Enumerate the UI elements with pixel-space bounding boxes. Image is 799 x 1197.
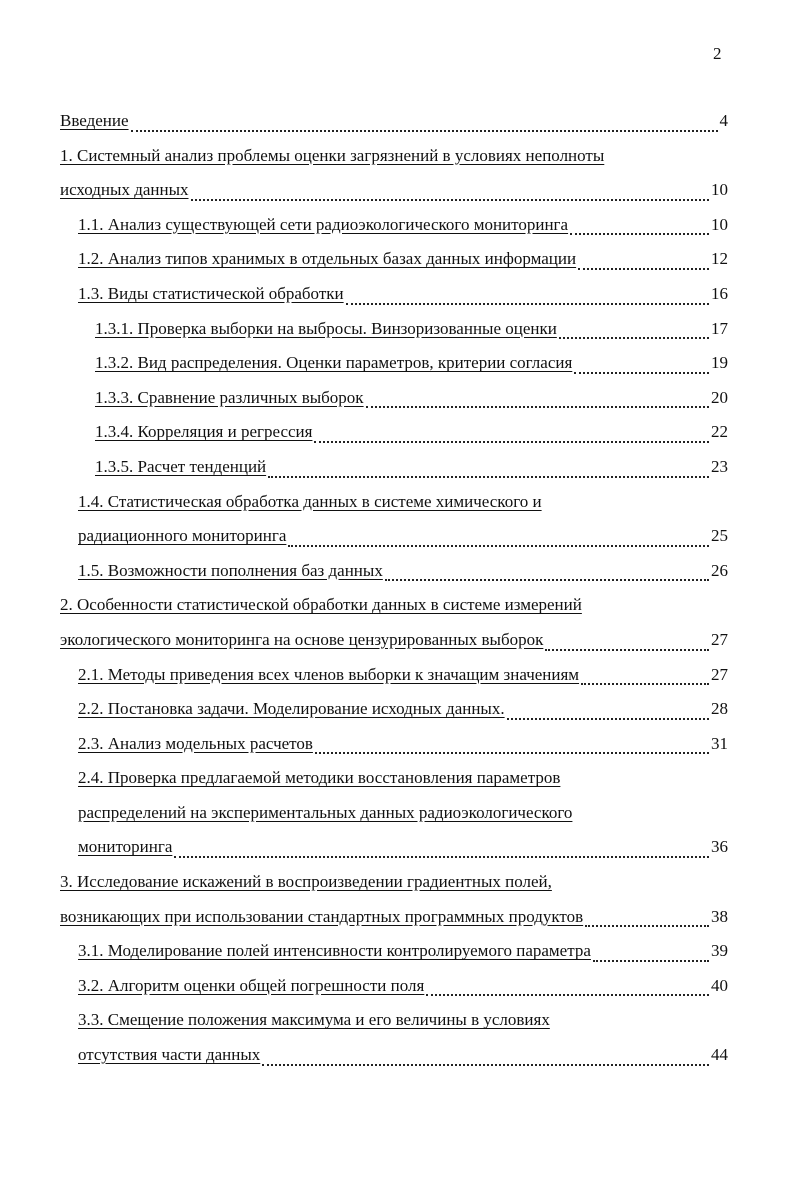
- toc-entry-line: [78, 242, 728, 277]
- toc-page-number: 38: [711, 906, 728, 926]
- toc-entry-line: [78, 658, 728, 693]
- toc-page-number: 19: [711, 353, 728, 373]
- dot-leader: [174, 856, 709, 858]
- dot-leader: [581, 683, 709, 685]
- dot-leader: [315, 752, 709, 754]
- dot-leader: [574, 372, 709, 374]
- toc-entry[interactable]: [60, 242, 728, 277]
- dot-leader: [385, 579, 709, 581]
- dot-leader: [131, 130, 718, 132]
- toc-page-number: 23: [711, 456, 728, 476]
- toc-entry-title[interactable]: возникающих при использовании стандартных программных продуктов: [60, 906, 584, 926]
- toc-entry-line: [60, 139, 728, 174]
- dot-leader: [262, 1064, 709, 1066]
- toc-entry-title[interactable]: 2.4. Проверка предлагаемой методики восстановления параметров: [78, 768, 561, 788]
- toc-page-number: 12: [711, 249, 728, 269]
- toc-entry-line: [60, 900, 728, 935]
- table-of-contents: [60, 104, 728, 1073]
- toc-entry[interactable]: [60, 761, 728, 865]
- toc-entry-line: [60, 865, 728, 900]
- toc-entry-title[interactable]: распределений на экспериментальных данных радиоэкологического: [78, 802, 573, 822]
- toc-entry-title[interactable]: 2.2. Постановка задачи. Моделирование исходных данных.: [78, 699, 505, 719]
- toc-entry-line: [95, 346, 728, 381]
- toc-entry[interactable]: [60, 692, 728, 727]
- toc-entry-title[interactable]: 1.3.1. Проверка выборки на выбросы. Винзоризованные оценки: [95, 318, 557, 338]
- toc-page-number: 20: [711, 387, 728, 407]
- toc-entry[interactable]: [60, 554, 728, 589]
- toc-entry[interactable]: [60, 588, 728, 657]
- toc-entry[interactable]: [60, 1003, 728, 1072]
- toc-entry-line: [78, 692, 728, 727]
- toc-entry[interactable]: [60, 346, 728, 381]
- toc-entry-line: [78, 761, 728, 796]
- dot-leader: [288, 545, 709, 547]
- dot-leader: [366, 406, 709, 408]
- toc-entry-line: [60, 588, 728, 623]
- toc-entry-title[interactable]: 2. Особенности статистической обработки данных в системе измерений: [60, 595, 582, 615]
- toc-entry-line: [78, 519, 728, 554]
- toc-page-number: 22: [711, 422, 728, 442]
- toc-entry[interactable]: [60, 969, 728, 1004]
- toc-page-number: 25: [711, 526, 728, 546]
- toc-entry-title[interactable]: Введение: [60, 111, 129, 130]
- toc-entry-title[interactable]: 1.3.4. Корреляция и регрессия: [95, 422, 313, 442]
- toc-entry-title[interactable]: 1.3.5. Расчет тенденций: [95, 456, 267, 476]
- toc-page-number: 39: [711, 941, 728, 961]
- toc-page-number: 40: [711, 975, 728, 995]
- toc-entry-title[interactable]: 1.3.2. Вид распределения. Оценки параметров, критерии согласия: [95, 353, 573, 373]
- dot-leader: [578, 268, 709, 270]
- toc-entry-line: [95, 450, 728, 485]
- toc-page-number: 16: [711, 283, 728, 303]
- dot-leader: [346, 303, 709, 305]
- toc-entry[interactable]: [60, 727, 728, 762]
- toc-entry-title[interactable]: 3.2. Алгоритм оценки общей погрешности поля: [78, 975, 425, 995]
- toc-entry[interactable]: [60, 312, 728, 347]
- toc-entry-line: [78, 934, 728, 969]
- toc-entry-title[interactable]: отсутствия части данных: [78, 1045, 261, 1065]
- toc-page-number: 10: [711, 214, 728, 234]
- toc-entry-line: [78, 554, 728, 589]
- toc-entry-title[interactable]: радиационного мониторинга: [78, 526, 287, 546]
- dot-leader: [191, 199, 709, 201]
- toc-entry-title[interactable]: 3.1. Моделирование полей интенсивности контролируемого параметра: [78, 941, 591, 961]
- toc-entry-title[interactable]: мониторинга: [78, 837, 173, 857]
- toc-entry-line: [95, 312, 728, 347]
- toc-entry-line: [78, 796, 728, 831]
- toc-entry-title[interactable]: 1.3. Виды статистической обработки: [78, 283, 344, 303]
- toc-page-number: 10: [711, 180, 728, 200]
- dot-leader: [559, 337, 709, 339]
- dot-leader: [593, 960, 709, 962]
- toc-page-number: 17: [711, 318, 728, 338]
- toc-entry-title[interactable]: 1.3.3. Сравнение различных выборок: [95, 387, 364, 407]
- toc-entry[interactable]: [60, 104, 728, 139]
- toc-page-number: 36: [711, 837, 728, 857]
- toc-entry-line: [78, 727, 728, 762]
- toc-page-number: 26: [711, 560, 728, 580]
- toc-page-number: 28: [711, 699, 728, 719]
- toc-entry[interactable]: [60, 450, 728, 485]
- toc-entry-line: [78, 208, 728, 243]
- toc-entry[interactable]: [60, 658, 728, 693]
- toc-entry-line: [78, 1038, 728, 1073]
- toc-entry-title[interactable]: 2.1. Методы приведения всех членов выборки к значащим значениям: [78, 664, 580, 684]
- toc-page-number: 27: [711, 664, 728, 684]
- toc-entry-title[interactable]: 3. Исследование искажений в воспроизведении градиентных полей,: [60, 872, 552, 892]
- toc-entry[interactable]: [60, 485, 728, 554]
- toc-entry[interactable]: [60, 208, 728, 243]
- toc-entry-line: [95, 381, 728, 416]
- toc-entry-line: [78, 277, 728, 312]
- toc-entry-line: [78, 485, 728, 520]
- toc-entry-title[interactable]: исходных данных: [60, 180, 189, 200]
- toc-page-number: 4: [719, 111, 728, 130]
- toc-entry-line: [60, 173, 728, 208]
- dot-leader: [314, 441, 709, 443]
- toc-entry-line: [60, 104, 728, 139]
- toc-entry-title[interactable]: экологического мониторинга на основе цензурированных выборок: [60, 629, 544, 649]
- page-number: 2: [713, 44, 722, 63]
- toc-page-number: 44: [711, 1045, 728, 1065]
- dot-leader: [545, 649, 709, 651]
- toc-entry-title[interactable]: 1.5. Возможности пополнения баз данных: [78, 560, 383, 580]
- dot-leader: [570, 233, 709, 235]
- toc-entry-line: [95, 415, 728, 450]
- toc-entry[interactable]: [60, 934, 728, 969]
- toc-entry[interactable]: [60, 415, 728, 450]
- toc-entry[interactable]: [60, 277, 728, 312]
- toc-entry[interactable]: [60, 139, 728, 208]
- dot-leader: [507, 718, 709, 720]
- toc-entry-line: [78, 969, 728, 1004]
- toc-entry[interactable]: [60, 865, 728, 934]
- toc-entry-line: [60, 623, 728, 658]
- dot-leader: [585, 925, 709, 927]
- toc-entry-line: [78, 830, 728, 865]
- toc-entry-title[interactable]: 2.3. Анализ модельных расчетов: [78, 733, 313, 753]
- dot-leader: [426, 994, 709, 996]
- toc-entry-title[interactable]: 1. Системный анализ проблемы оценки загрязнений в условиях неполноты: [60, 145, 605, 165]
- toc-entry-title[interactable]: 3.3. Смещение положения максимума и его величины в условиях: [78, 1010, 550, 1030]
- toc-entry-title[interactable]: 1.2. Анализ типов хранимых в отдельных базах данных информации: [78, 249, 577, 269]
- toc-entry-line: [78, 1003, 728, 1038]
- toc-page-number: 31: [711, 733, 728, 753]
- toc-page-number: 27: [711, 629, 728, 649]
- dot-leader: [268, 476, 709, 478]
- toc-entry-title[interactable]: 1.1. Анализ существующей сети радиоэкологического мониторинга: [78, 214, 569, 234]
- toc-entry[interactable]: [60, 381, 728, 416]
- toc-entry-title[interactable]: 1.4. Статистическая обработка данных в системе химического и: [78, 491, 542, 511]
